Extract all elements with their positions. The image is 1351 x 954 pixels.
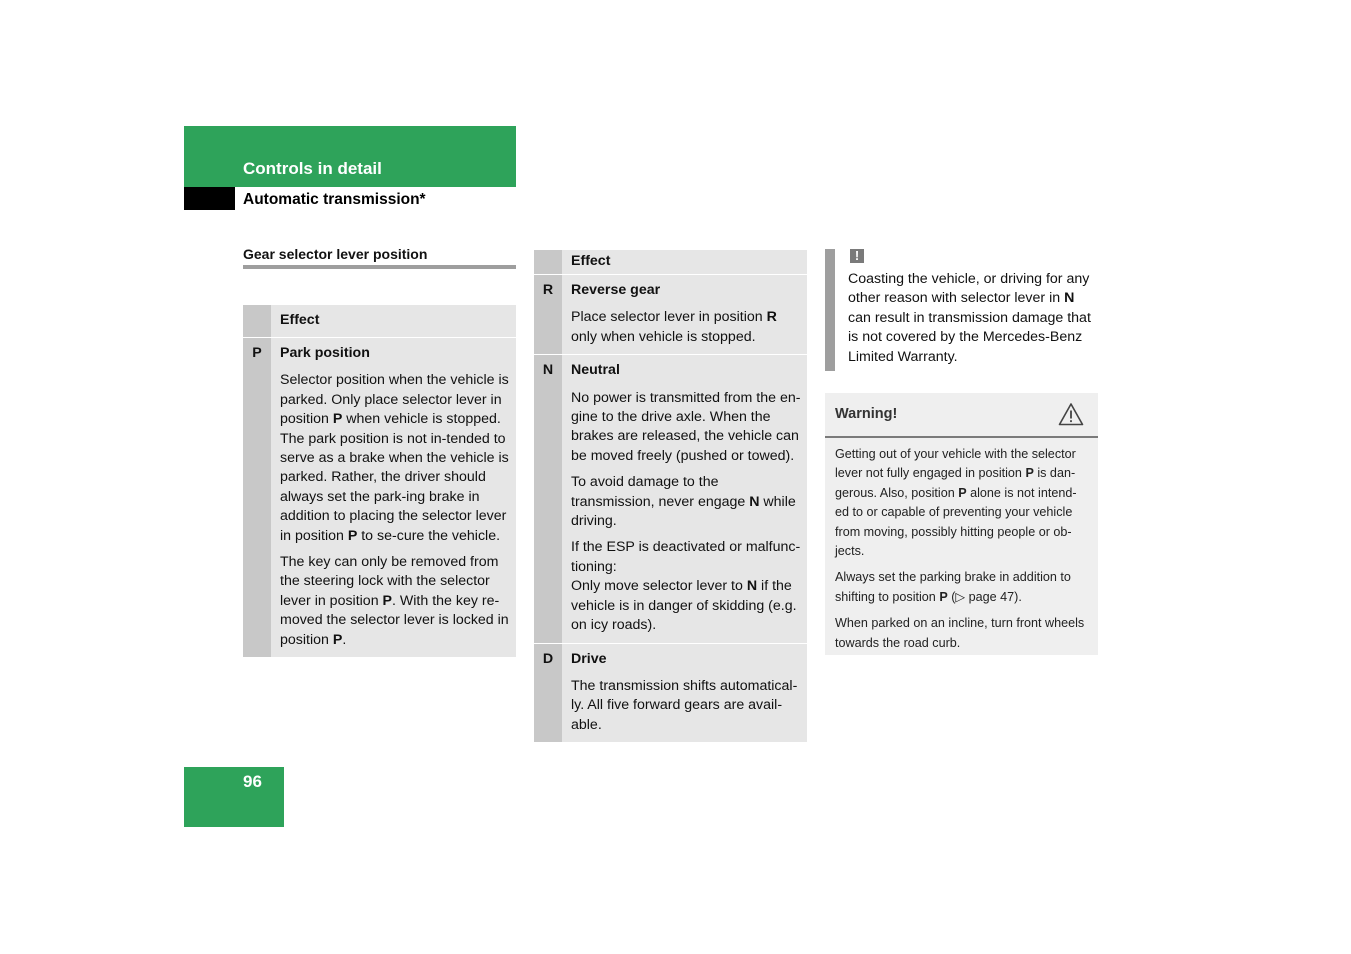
warning-header xyxy=(825,393,1098,438)
gear-key: N xyxy=(534,355,562,643)
table-row xyxy=(243,338,516,658)
gear-table-middle xyxy=(534,250,807,742)
note-text: Coasting the vehicle, or driving for any other reason with selector lever in N can result in transmission damage that is not covered by the Mercedes-Benz Limited Warranty. xyxy=(848,271,1091,365)
note-box xyxy=(825,249,1098,371)
warning-paragraph: When parked on an incline, turn front wheels towards the road curb. xyxy=(835,616,1085,650)
gear-paragraph: To avoid damage to the transmission, never engage N while driving. xyxy=(571,474,796,530)
gear-description xyxy=(562,643,807,742)
table-header-effect: Effect xyxy=(271,305,516,338)
gear-paragraph: Selector position when the vehicle is parked. Only place selector lever in position P when vehicle is stopped. The park position is not in-tended to serve as a brake when the vehicle is parked. Rather, the driver should always set the park-ing brake in addition to placing the selector lever in position P to se-cure the vehicle. xyxy=(280,372,509,544)
gear-description xyxy=(562,355,807,643)
gear-title: Park position xyxy=(280,345,370,361)
gear-title: Drive xyxy=(571,650,607,667)
exclamation-icon: ! xyxy=(850,249,864,263)
warning-title: Warning! xyxy=(835,406,898,422)
gear-title: Reverse gear xyxy=(571,282,661,298)
table-row xyxy=(534,643,807,742)
gear-table-left xyxy=(243,305,516,657)
section-title: Controls in detail xyxy=(243,159,382,178)
page-number: 96 xyxy=(243,772,262,791)
table-row xyxy=(534,275,807,355)
gear-paragraph: If the ESP is deactivated or malfunc-tioning: Only move selector lever to N if the vehicle is in danger of skidding (e.g. on icy roads). xyxy=(571,539,801,634)
gear-paragraph: The key can only be removed from the steering lock with the selector lever in position P. With the key re-moved the selector lever is locked in position P. xyxy=(280,554,509,648)
gear-key: D xyxy=(534,643,562,742)
gear-paragraph: The transmission shifts automatical-ly. All five forward gears are avail-able. xyxy=(571,677,798,733)
gear-description xyxy=(271,338,516,658)
subsection-title: Automatic transmission* xyxy=(243,191,426,208)
gear-selector-heading: Gear selector lever position xyxy=(243,246,516,269)
table-header-key xyxy=(534,250,562,275)
gear-paragraph: Place selector lever in position R only when vehicle is stopped. xyxy=(571,309,777,345)
warning-box xyxy=(825,393,1098,655)
table-row xyxy=(534,355,807,643)
gear-paragraph: No power is transmitted from the en-gine to the drive axle. When the brakes are released, the vehicle can be moved freely (pushed or towed). xyxy=(571,389,801,464)
warning-body xyxy=(825,438,1098,653)
gear-title: Neutral xyxy=(571,362,620,379)
gear-description xyxy=(562,275,807,355)
header-tab-marker xyxy=(184,187,235,210)
warning-paragraph: Getting out of your vehicle with the selector lever not fully engaged in position P is dan-gerous. Also, position P alone is not intend-ed to or capable of preventing your vehicle from moving, possibly hitting people or ob-jects. xyxy=(835,447,1077,559)
warning-triangle-icon xyxy=(1058,402,1084,426)
gear-key: R xyxy=(534,275,562,355)
table-header-effect: Effect xyxy=(562,250,807,275)
page-number-box xyxy=(184,767,284,827)
table-header-key xyxy=(243,305,271,338)
gear-key: P xyxy=(243,338,271,658)
note-side-bar xyxy=(825,249,835,371)
warning-paragraph: Always set the parking brake in addition to shifting to position P (▷ page 47). xyxy=(835,570,1071,604)
